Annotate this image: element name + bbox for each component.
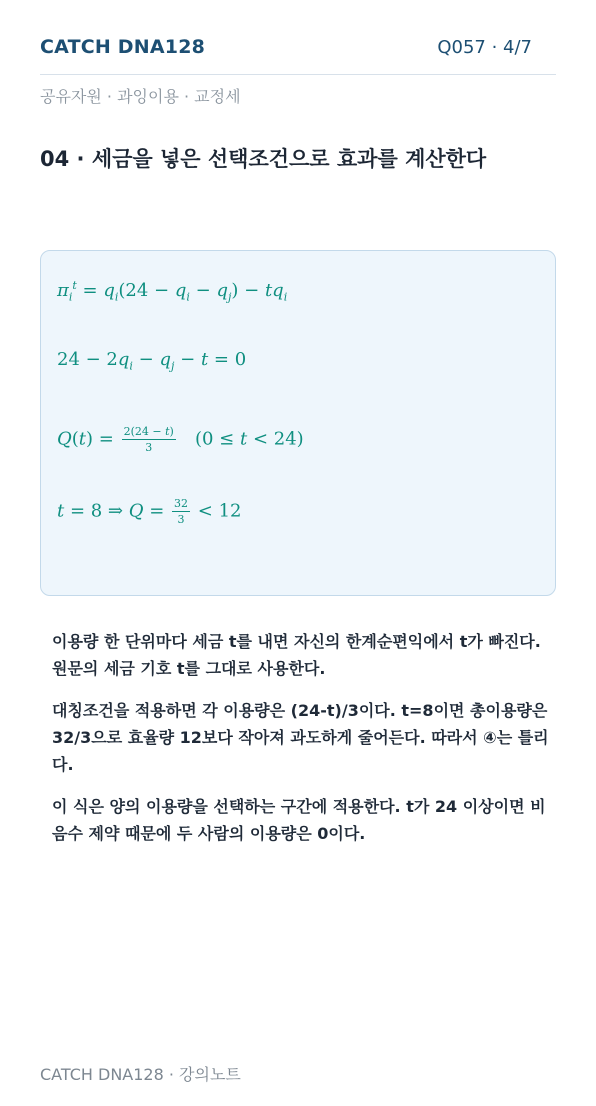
breadcrumb: 공유자원 · 과잉이용 · 교정세: [40, 87, 241, 106]
formula-total: Q(t) = $\frac{2(24 - t)}{3}$ (0 ≤ t < 24): [57, 425, 304, 454]
formula-box: [40, 250, 556, 596]
formula-example: t = 8 ⇒ Q = $\frac{32}{3}$ < 12: [57, 497, 242, 526]
paragraph-symmetry: 대칭조건을 적용하면 각 이용량은 (24-t)/3이다. t=8이면 총이용량은 32/3으로 효율량 12보다 작아져 과도하게 줄어든다. 따라서 ④는 틀리다.: [52, 701, 549, 774]
page-indicator: Q057 · 4/7: [437, 37, 532, 58]
formula-profit: $\pi_i^t = q_i(24 - q_i - q_j) - tq_i$: [57, 279, 288, 304]
formula-foc: $24 - 2q_i - q_j - t = 0$: [57, 349, 247, 373]
header: [40, 36, 556, 75]
paragraph-range: 이 식은 양의 이용량을 선택하는 구간에 적용한다. t가 24 이상이면 비음수 제약 때문에 두 사람의 이용량은 0이다.: [52, 797, 546, 843]
section-title: 04 · 세금을 넣은 선택조건으로 효과를 계산한다: [40, 147, 487, 171]
footer: CATCH DNA128 · 강의노트: [40, 1065, 241, 1084]
paragraph-tax-effect: 이용량 한 단위마다 세금 t를 내면 자신의 한계순편익에서 t가 빠진다. 원문의 세금 기호 t를 그대로 사용한다.: [52, 632, 541, 678]
brand-title: CATCH DNA128: [40, 36, 206, 58]
